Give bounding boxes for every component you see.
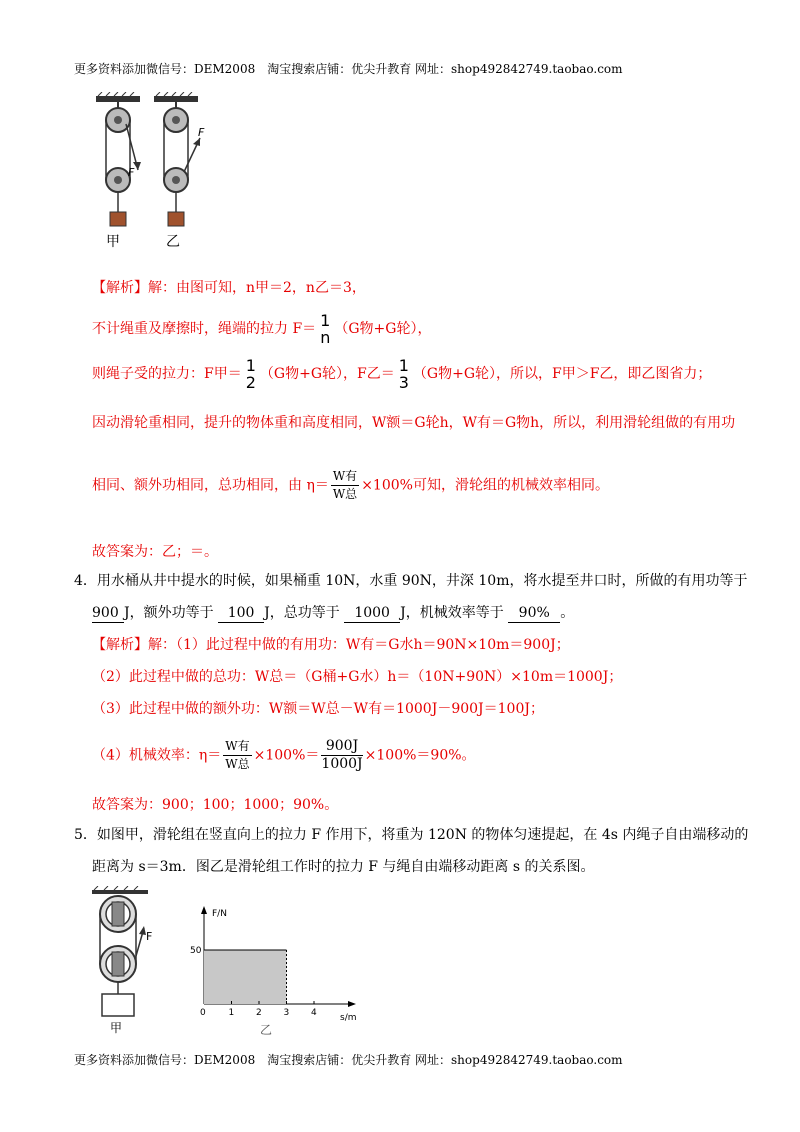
x-tick-label: 0	[200, 1008, 206, 1018]
q5-line2: 距离为 s＝3m．图乙是滑轮组工作时的拉力 F 与绳自由端移动距离 s 的关系图。	[92, 859, 595, 875]
q4-sol-line4: （4）机械效率：η＝ $\frac{\text{W有}}{\text{W总}}$ ×100%＝ $\frac{900J}{1000J}$ ×100%＝90%。	[92, 738, 476, 772]
x-tick-label: 2	[256, 1008, 262, 1018]
sol3-line3: 则绳子受的拉力：F甲＝ 1 2 （G物+G轮），F乙＝ 1 3 （G物+G轮），所以，F甲＞F乙，即乙图省力；	[92, 356, 712, 392]
y-axis-label: F/N	[212, 909, 227, 919]
force-label-yi: F	[198, 126, 205, 139]
q4-sol-line2: （2）此过程中做的总功：W总＝（G桶+G水）h＝（10N+90N）×10m＝1000J；	[92, 669, 623, 685]
q4-answer-extra-work: 100	[218, 604, 264, 623]
fraction-1-over-3: 1 3	[398, 356, 409, 392]
x-tick-label: 4	[311, 1008, 317, 1018]
chart-caption: 乙	[260, 1023, 273, 1037]
q4-line2: 900 J，额外功等于 100 J，总功等于 1000 J，机械效率等于 90% 。	[92, 605, 575, 621]
force-area	[204, 950, 287, 1004]
figure-label-yi: 乙	[166, 234, 180, 250]
y-tick-label: 50	[190, 946, 202, 956]
sol3-line1: 【解析】解：由图可知，n甲＝2，n乙＝3，	[92, 280, 366, 296]
q4-sol-line3: （3）此过程中做的额外功：W额＝W总－W有＝1000J－900J＝100J；	[92, 701, 544, 717]
fraction-1-over-2: 1 2	[245, 356, 256, 392]
x-axis-label: s/m	[340, 1013, 357, 1023]
sol3-line4: 因动滑轮重相同，提升的物体重和高度相同，W额＝G轮h，W有＝G物h，所以，利用滑轮组做的有用功	[92, 415, 736, 431]
page-footer: 更多资料添加微信号：DEM2008 淘宝搜索店铺：优尖升教育 网址：shop492842749.taobao.com	[74, 1053, 623, 1067]
y-axis-arrow	[201, 906, 207, 914]
q5-line1: 5．如图甲，滑轮组在竖直向上的拉力 F 作用下，将重为 120N 的物体匀速提起，在 4s 内绳子自由端移动的	[74, 827, 749, 843]
pulley-system-yi	[164, 102, 200, 226]
ceiling	[92, 886, 148, 894]
analysis-tag: 【解析】	[92, 280, 148, 296]
q4-line1: 4．用水桶从井中提水的时候，如果桶重 10N，水重 90N，井深 10m，将水提至井口时，所做的有用功等于	[74, 573, 748, 589]
sol3-line5: 相同、额外功相同，总功相同，由 η＝ $\frac{\text{W有}}{\text{W总}}$ ×100%可知，滑轮组的机械效率相同。	[92, 469, 609, 501]
fraction-1-over-n: 1 n	[320, 311, 331, 347]
sol3-answer: 故答案为：乙；＝。	[92, 544, 218, 560]
efficiency-value-fraction: $\frac{900J}{1000J}$	[321, 738, 363, 772]
x-tick-label: 1	[228, 1008, 235, 1018]
efficiency-fraction: $\frac{\text{W有}}{\text{W总}}$	[225, 739, 250, 771]
q4-answer-total-work: 1000	[344, 604, 400, 623]
figure-label-jia: 甲	[110, 1021, 123, 1035]
analysis-tag: 【解析】	[92, 637, 148, 653]
pulley-system-jia	[106, 102, 141, 226]
efficiency-fraction: $\frac{\text{W有}}{\text{W总}}$	[332, 469, 358, 501]
figure-label-jia: 甲	[106, 234, 120, 250]
force-label: F	[146, 930, 153, 943]
sol3-line2: 不计绳重及摩擦时，绳端的拉力 F＝ 1 n （G物+G轮），	[92, 311, 432, 347]
pulley-figure-1	[88, 92, 228, 252]
pulley-figure-2	[88, 886, 168, 1036]
pulley-block	[100, 896, 146, 1016]
ceiling-right	[154, 92, 198, 102]
q4-answer: 故答案为：900；100；1000；90%。	[92, 797, 339, 813]
page-header: 更多资料添加微信号：DEM2008 淘宝搜索店铺：优尖升教育 网址：shop492842749.taobao.com	[74, 62, 623, 76]
q4-answer-efficiency: 90%	[508, 604, 560, 623]
x-axis-arrow	[348, 1001, 356, 1007]
x-tick-label: 3	[283, 1008, 290, 1018]
q4-answer-useful-work: 900	[92, 604, 124, 623]
q4-sol-line1: 【解析】解：（1）此过程中做的有用功：W有＝G水h＝90N×10m＝900J；	[92, 637, 570, 653]
force-label-jia: F	[128, 166, 135, 179]
force-distance-chart	[190, 900, 370, 1040]
ceiling-left	[96, 92, 140, 102]
